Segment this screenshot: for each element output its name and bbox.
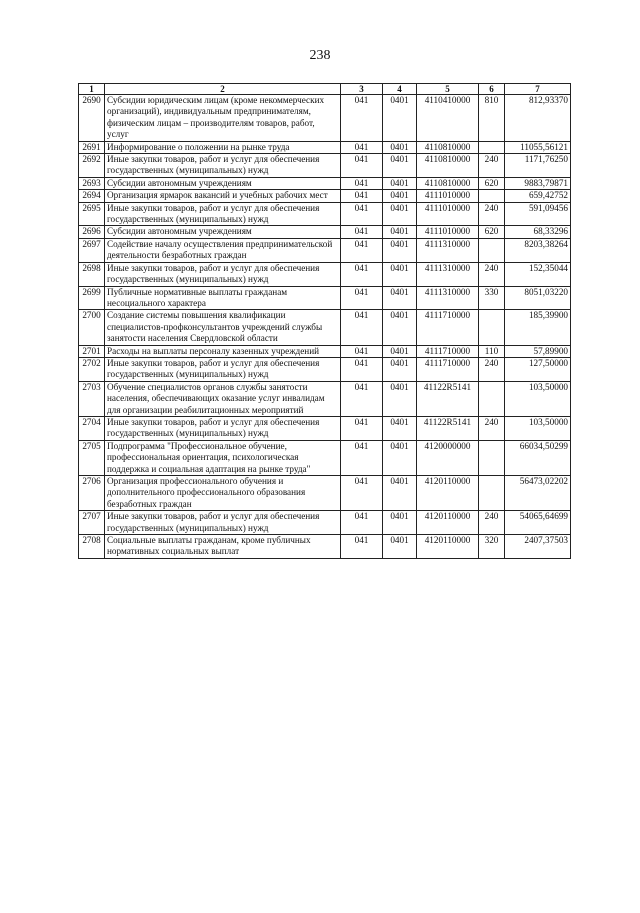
row-number: 2701 [79,345,105,357]
section-code: 0401 [383,190,417,202]
section-code: 0401 [383,511,417,535]
section-code: 0401 [383,238,417,262]
table-row [79,440,571,475]
expense-type-code [479,381,505,416]
row-number: 2702 [79,357,105,381]
ministry-code: 041 [341,177,383,189]
ministry-code: 041 [341,190,383,202]
column-header: 2 [105,84,341,95]
expense-type-code: 620 [479,226,505,238]
expense-name: Содействие началу осуществления предпринимательской деятельности безработных граждан [105,238,341,262]
row-number: 2706 [79,476,105,511]
column-header: 4 [383,84,417,95]
amount: 127,50000 [505,357,571,381]
table-row [79,476,571,511]
ministry-code: 041 [341,381,383,416]
target-article-code: 4111710000 [417,357,479,381]
expense-type-code [479,440,505,475]
expense-name: Субсидии автономным учреждениям [105,226,341,238]
expense-name: Организация ярмарок вакансий и учебных рабочих мест [105,190,341,202]
amount: 68,33296 [505,226,571,238]
expense-name: Информирование о положении на рынке труда [105,141,341,153]
expense-name: Подпрограмма "Профессиональное обучение, профессиональная ориентация, психологическая поддержка и социальная адаптация на рынке труда" [105,440,341,475]
expense-type-code: 240 [479,511,505,535]
target-article-code: 41122R5141 [417,416,479,440]
amount: 8051,03220 [505,286,571,310]
ministry-code: 041 [341,202,383,226]
table-row [79,286,571,310]
expense-name: Иные закупки товаров, работ и услуг для обеспечения государственных (муниципальных) нужд [105,202,341,226]
expense-type-code: 810 [479,95,505,142]
table-row [79,177,571,189]
table-row [79,141,571,153]
target-article-code: 4110810000 [417,141,479,153]
amount: 9883,79871 [505,177,571,189]
expense-name: Иные закупки товаров, работ и услуг для обеспечения государственных (муниципальных) нужд [105,357,341,381]
expense-type-code [479,476,505,511]
section-code: 0401 [383,381,417,416]
expense-name: Субсидии автономным учреждениям [105,177,341,189]
target-article-code: 4111010000 [417,190,479,202]
amount: 103,50000 [505,416,571,440]
expense-name: Создание системы повышения квалификации специалистов-профконсультантов учреждений службы занятости населения Свердловской области [105,310,341,345]
expense-type-code: 110 [479,345,505,357]
target-article-code: 4111710000 [417,310,479,345]
ministry-code: 041 [341,154,383,178]
row-number: 2692 [79,154,105,178]
column-header: 1 [79,84,105,95]
amount: 152,35044 [505,262,571,286]
expense-type-code [479,238,505,262]
expense-type-code: 320 [479,535,505,559]
expense-name: Иные закупки товаров, работ и услуг для обеспечения государственных (муниципальных) нужд [105,511,341,535]
header-row [79,84,571,95]
row-number: 2696 [79,226,105,238]
expense-type-code [479,190,505,202]
amount: 185,39900 [505,310,571,345]
table-row [79,202,571,226]
section-code: 0401 [383,476,417,511]
column-header: 3 [341,84,383,95]
row-number: 2690 [79,95,105,142]
budget-table [78,83,571,559]
section-code: 0401 [383,202,417,226]
ministry-code: 041 [341,310,383,345]
table-row [79,238,571,262]
row-number: 2707 [79,511,105,535]
row-number: 2708 [79,535,105,559]
table-body [79,95,571,559]
section-code: 0401 [383,141,417,153]
ministry-code: 041 [341,416,383,440]
ministry-code: 041 [341,141,383,153]
page-number: 238 [309,48,331,63]
section-code: 0401 [383,357,417,381]
table-row [79,310,571,345]
section-code: 0401 [383,95,417,142]
expense-name: Социальные выплаты гражданам, кроме публичных нормативных социальных выплат [105,535,341,559]
expense-name: Субсидии юридическим лицам (кроме некоммерческих организаций), индивидуальным предпринимателям, физическим лицам – производителям товаров, работ, услуг [105,95,341,142]
table-row [79,262,571,286]
row-number: 2695 [79,202,105,226]
target-article-code: 4111010000 [417,202,479,226]
expense-type-code [479,310,505,345]
expense-type-code: 240 [479,416,505,440]
expense-name: Расходы на выплаты персоналу казенных учреждений [105,345,341,357]
table-row [79,226,571,238]
target-article-code: 4120110000 [417,476,479,511]
row-number: 2700 [79,310,105,345]
amount: 54065,64699 [505,511,571,535]
section-code: 0401 [383,177,417,189]
table-row [79,381,571,416]
ministry-code: 041 [341,262,383,286]
table-row [79,357,571,381]
section-code: 0401 [383,440,417,475]
table-row [79,190,571,202]
expense-name: Иные закупки товаров, работ и услуг для обеспечения государственных (муниципальных) нужд [105,262,341,286]
ministry-code: 041 [341,95,383,142]
target-article-code: 4120110000 [417,535,479,559]
table-row [79,535,571,559]
amount: 8203,38264 [505,238,571,262]
amount: 2407,37503 [505,535,571,559]
column-header: 5 [417,84,479,95]
section-code: 0401 [383,286,417,310]
ministry-code: 041 [341,345,383,357]
expense-type-code: 330 [479,286,505,310]
target-article-code: 4120000000 [417,440,479,475]
section-code: 0401 [383,535,417,559]
expense-type-code: 240 [479,154,505,178]
row-number: 2704 [79,416,105,440]
expense-type-code: 620 [479,177,505,189]
target-article-code: 4111310000 [417,286,479,310]
section-code: 0401 [383,226,417,238]
expense-name: Публичные нормативные выплаты гражданам несоциального характера [105,286,341,310]
target-article-code: 4111710000 [417,345,479,357]
ministry-code: 041 [341,511,383,535]
ministry-code: 041 [341,440,383,475]
row-number: 2694 [79,190,105,202]
section-code: 0401 [383,345,417,357]
section-code: 0401 [383,262,417,286]
table-row [79,345,571,357]
target-article-code: 4111310000 [417,262,479,286]
target-article-code: 41122R5141 [417,381,479,416]
ministry-code: 041 [341,238,383,262]
ministry-code: 041 [341,357,383,381]
amount: 659,42752 [505,190,571,202]
amount: 66034,50299 [505,440,571,475]
ministry-code: 041 [341,476,383,511]
target-article-code: 4110410000 [417,95,479,142]
row-number: 2699 [79,286,105,310]
amount: 103,50000 [505,381,571,416]
table-row [79,154,571,178]
target-article-code: 4111010000 [417,226,479,238]
expense-name: Иные закупки товаров, работ и услуг для обеспечения государственных (муниципальных) нужд [105,154,341,178]
target-article-code: 4110810000 [417,154,479,178]
amount: 57,89900 [505,345,571,357]
amount: 812,93370 [505,95,571,142]
row-number: 2697 [79,238,105,262]
row-number: 2693 [79,177,105,189]
section-code: 0401 [383,416,417,440]
section-code: 0401 [383,154,417,178]
table-row [79,95,571,142]
row-number: 2691 [79,141,105,153]
column-header: 7 [505,84,571,95]
section-code: 0401 [383,310,417,345]
table-row [79,511,571,535]
row-number: 2705 [79,440,105,475]
amount: 56473,02202 [505,476,571,511]
amount: 1171,76250 [505,154,571,178]
expense-name: Организация профессионального обучения и дополнительного профессионального образования безработных граждан [105,476,341,511]
expense-type-code [479,141,505,153]
amount: 11055,56121 [505,141,571,153]
target-article-code: 4120110000 [417,511,479,535]
ministry-code: 041 [341,226,383,238]
row-number: 2703 [79,381,105,416]
target-article-code: 4110810000 [417,177,479,189]
expense-name: Обучение специалистов органов службы занятости населения, обеспечивающих оказание услуг инвалидам для организации реабилитационных мероприятий [105,381,341,416]
ministry-code: 041 [341,535,383,559]
column-header: 6 [479,84,505,95]
amount: 591,09456 [505,202,571,226]
expense-type-code: 240 [479,202,505,226]
ministry-code: 041 [341,286,383,310]
expense-type-code: 240 [479,357,505,381]
expense-name: Иные закупки товаров, работ и услуг для обеспечения государственных (муниципальных) нужд [105,416,341,440]
row-number: 2698 [79,262,105,286]
target-article-code: 4111310000 [417,238,479,262]
table-row [79,416,571,440]
expense-type-code: 240 [479,262,505,286]
